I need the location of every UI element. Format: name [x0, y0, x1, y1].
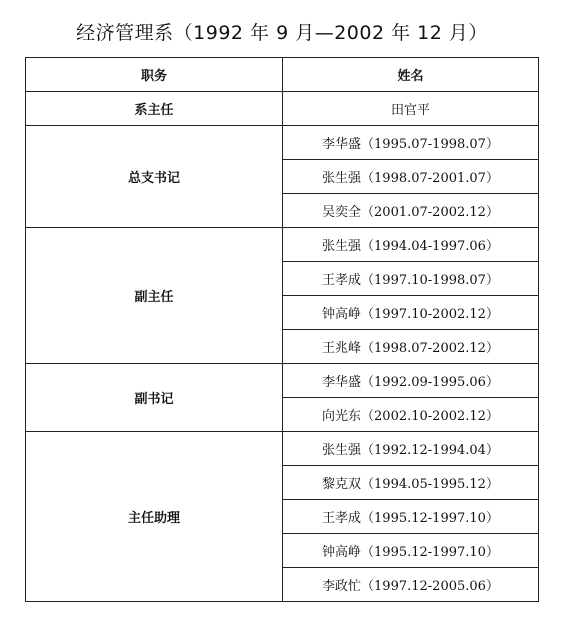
table-header-row — [26, 58, 539, 92]
position-cell: 副主任 — [26, 228, 283, 364]
header-cell-position: 职务 — [26, 58, 283, 92]
table-row — [26, 126, 539, 160]
name-cell: 田官平 — [283, 92, 539, 126]
position-cell: 主任助理 — [26, 432, 283, 602]
table-row — [26, 432, 539, 466]
name-cell: 王孝成（1997.10-1998.07） — [283, 262, 539, 296]
page-title: 经济管理系（1992 年 9 月—2002 年 12 月） — [76, 22, 488, 44]
table-row — [26, 92, 539, 126]
header-cell-name: 姓名 — [283, 58, 539, 92]
appointments-table — [25, 57, 539, 602]
position-cell: 副书记 — [26, 364, 283, 432]
table-row — [26, 364, 539, 398]
name-cell: 张生强（1992.12-1994.04） — [283, 432, 539, 466]
name-cell: 王孝成（1995.12-1997.10） — [283, 500, 539, 534]
name-cell: 李华盛（1992.09-1995.06） — [283, 364, 539, 398]
name-cell: 张生强（1998.07-2001.07） — [283, 160, 539, 194]
name-cell: 李政忙（1997.12-2005.06） — [283, 568, 539, 602]
table-row — [26, 228, 539, 262]
position-cell: 总支书记 — [26, 126, 283, 228]
position-cell: 系主任 — [26, 92, 283, 126]
name-cell: 钟高峥（1995.12-1997.10） — [283, 534, 539, 568]
name-cell: 李华盛（1995.07-1998.07） — [283, 126, 539, 160]
name-cell: 黎克双（1994.05-1995.12） — [283, 466, 539, 500]
name-cell: 向光东（2002.10-2002.12） — [283, 398, 539, 432]
name-cell: 王兆峰（1998.07-2002.12） — [283, 330, 539, 364]
name-cell: 钟高峥（1997.10-2002.12） — [283, 296, 539, 330]
table-body — [26, 58, 539, 602]
name-cell: 吴奕全（2001.07-2002.12） — [283, 194, 539, 228]
name-cell: 张生强（1994.04-1997.06） — [283, 228, 539, 262]
